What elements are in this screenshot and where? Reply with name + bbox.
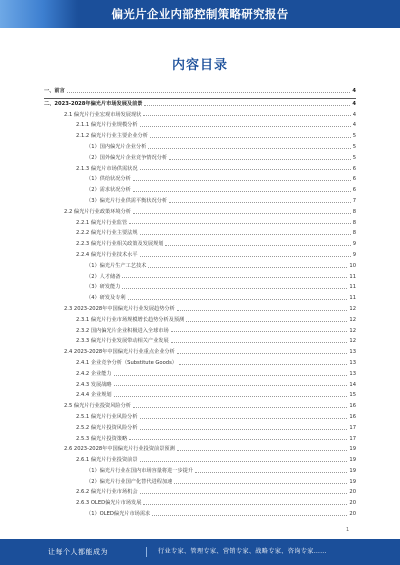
toc-entry[interactable] (44, 380, 356, 391)
toc-entry[interactable] (44, 358, 356, 369)
toc-leader-dots (140, 461, 348, 462)
toc-entry-page: 12 (349, 316, 356, 323)
toc-leader-dots (144, 105, 350, 106)
toc-entry[interactable] (44, 326, 356, 337)
toc-entry-page: 5 (352, 143, 356, 150)
toc-entry-page: 8 (352, 208, 356, 215)
footer-divider (146, 547, 147, 557)
toc-entry[interactable] (44, 239, 356, 250)
toc-entry-page: 20 (349, 489, 356, 496)
toc-entry[interactable] (44, 272, 356, 283)
toc-leader-dots (140, 429, 348, 430)
toc-entry-page: 4 (352, 88, 356, 94)
toc-entry-label: 2.1.3 偏光片市场供需状况 (76, 165, 138, 172)
table-of-contents (44, 86, 356, 520)
toc-leader-dots (143, 504, 347, 505)
toc-entry-page: 12 (349, 305, 356, 312)
toc-entry-page: 20 (349, 500, 356, 507)
toc-leader-dots (169, 159, 351, 160)
toc-entry-label: 一、前言 (44, 88, 65, 94)
toc-entry[interactable] (44, 444, 356, 455)
toc-leader-dots (140, 256, 351, 257)
toc-entry[interactable] (44, 434, 356, 445)
toc-entry-label: 2.1 偏光片行业宏观市场发展现状 (64, 111, 142, 118)
toc-leader-dots (129, 439, 347, 440)
toc-leader-dots (129, 223, 351, 224)
report-title: 偏光片企业内部控制策略研究报告 (111, 7, 289, 21)
toc-leader-dots (177, 450, 348, 451)
toc-leader-dots (150, 137, 351, 138)
toc-entry-label: （3）研发能力 (86, 284, 121, 291)
toc-leader-dots (114, 375, 348, 376)
toc-leader-dots (133, 191, 351, 192)
toc-entry-label: 2.5 偏光片行业投资风险分析 (64, 403, 131, 410)
toc-leader-dots (140, 234, 351, 235)
toc-leader-dots (169, 202, 351, 203)
toc-entry-label: 2.4 2023-2028年中国偏光片行业重点企业分析 (64, 349, 175, 356)
toc-entry-page: 14 (349, 381, 356, 388)
toc-leader-dots (171, 342, 348, 343)
toc-entry-label: 2.4.2 企业能力 (76, 370, 112, 377)
toc-entry-label: （2）偏光片行业国产化替代进程加速 (86, 478, 173, 485)
toc-entry-label: 二、2023-2028年偏光片市场发展及前景 (44, 100, 143, 107)
toc-entry[interactable] (44, 293, 356, 304)
toc-entry[interactable] (44, 498, 356, 509)
toc-leader-dots (140, 418, 348, 419)
toc-entry-label: 2.1.2 偏光片行业主要企业分析 (76, 133, 148, 140)
toc-entry-label: 2.2.3 偏光片行业相关政策及发展规划 (76, 241, 164, 248)
toc-entry-page: 11 (349, 284, 356, 291)
toc-leader-dots (179, 364, 347, 365)
toc-entry-page: 19 (349, 457, 356, 464)
toc-entry-page: 6 (352, 187, 356, 194)
toc-entry-page: 4 (352, 100, 356, 107)
toc-leader-dots (195, 472, 347, 473)
toc-leader-dots (133, 180, 351, 181)
toc-entry-page: 10 (349, 262, 356, 269)
toc-entry[interactable] (44, 282, 356, 293)
toc-entry[interactable] (44, 369, 356, 380)
toc-entry-label: 2.2 偏光片行业政策环境分析 (64, 208, 131, 215)
toc-entry[interactable] (44, 261, 356, 272)
toc-entry-page: 11 (349, 295, 356, 302)
toc-entry[interactable] (44, 509, 356, 520)
toc-entry-label: 2.6.2 偏光片行业市场机会 (76, 489, 138, 496)
toc-entry-page: 9 (352, 241, 356, 248)
toc-leader-dots (165, 245, 350, 246)
page-header (0, 0, 400, 28)
toc-entry-page: 17 (349, 435, 356, 442)
toc-entry-label: 2.3 2023-2028年中国偏光片行业发展趋势分析 (64, 305, 175, 312)
toc-entry-page: 13 (349, 349, 356, 356)
toc-entry[interactable] (44, 423, 356, 434)
toc-leader-dots (171, 331, 348, 332)
toc-entry-label: 2.5.2 偏光片投资风险分析 (76, 424, 138, 431)
toc-leader-dots (114, 385, 348, 386)
toc-entry[interactable] (44, 174, 356, 185)
toc-entry-page: 9 (352, 251, 356, 258)
toc-entry-page: 19 (349, 478, 356, 485)
toc-entry[interactable] (44, 336, 356, 347)
toc-entry[interactable] (44, 315, 356, 326)
toc-entry[interactable] (44, 455, 356, 466)
toc-entry-label: （1）OLED偏光片市场需求 (86, 511, 151, 518)
toc-entry-page: 5 (352, 154, 356, 161)
toc-entry-page: 16 (349, 403, 356, 410)
toc-entry[interactable] (44, 390, 356, 401)
toc-entry-label: 2.6.1 偏光片行业投资前景 (76, 457, 138, 464)
toc-entry-label: （4）研发及专利 (86, 295, 126, 302)
toc-entry[interactable] (44, 185, 356, 196)
toc-entry[interactable] (44, 250, 356, 261)
toc-entry-page: 12 (349, 327, 356, 334)
toc-entry-label: 2.5.1 偏光片行业风险分析 (76, 413, 138, 420)
toc-entry-page: 15 (349, 392, 356, 399)
toc-entry-label: （1）偏光片行业在国内市场容量将进一步提升 (86, 467, 194, 474)
toc-leader-dots (143, 115, 350, 116)
toc-entry-label: 2.3.3 偏光片行业发展带动相关产业发展 (76, 338, 169, 345)
toc-entry[interactable] (44, 412, 356, 423)
toc-entry-label: （2）人才储备 (86, 273, 121, 280)
toc-entry-page: 12 (349, 338, 356, 345)
toc-entry-page: 4 (352, 111, 356, 118)
toc-entry[interactable] (44, 228, 356, 239)
toc-leader-dots (122, 277, 347, 278)
toc-entry-label: 2.4.3 发展战略 (76, 381, 112, 388)
toc-entry-label: （1）国内偏光片企业分析 (86, 143, 147, 150)
toc-leader-dots (174, 483, 347, 484)
toc-entry-page: 20 (349, 511, 356, 518)
toc-leader-dots (152, 515, 347, 516)
toc-entry-page: 6 (352, 165, 356, 172)
toc-entry-label: （1）供给状况分析 (86, 176, 131, 183)
toc-entry-label: 2.3.2 国内偏光片企业积极进入全球市场 (76, 327, 169, 334)
toc-entry[interactable] (44, 86, 356, 97)
toc-entry-page: 17 (349, 424, 356, 431)
toc-entry-page: 19 (349, 467, 356, 474)
footer-tagline: 行业专家、管理专家、营销专家、战略专家、咨询专家…… (158, 548, 327, 555)
toc-entry[interactable] (44, 218, 356, 229)
toc-entry-label: 2.4.4 企业规划 (76, 392, 112, 399)
toc-entry[interactable] (44, 401, 356, 412)
toc-entry[interactable] (44, 466, 356, 477)
toc-entry-label: 2.1.1 偏光片行业规模分析 (76, 122, 138, 129)
toc-entry-page: 8 (352, 230, 356, 237)
toc-leader-dots (140, 126, 351, 127)
toc-entry[interactable] (44, 164, 356, 175)
footer-slogan: 让每个人都能成为 (48, 548, 108, 556)
toc-entry-label: 2.2.4 偏光片行业技术水平 (76, 251, 138, 258)
toc-entry-label: 2.6.3 OLED偏光片市场发展 (76, 500, 142, 507)
toc-entry[interactable] (44, 477, 356, 488)
toc-entry-page: 8 (352, 219, 356, 226)
toc-entry-label: 2.2.2 偏光片行业主要法规 (76, 230, 138, 237)
toc-entry-label: 2.6 2023-2028年中国偏光片行业投资前景预测 (64, 446, 175, 453)
toc-entry-label: （2）需求状况分析 (86, 187, 131, 194)
toc-entry-label: 2.2.1 偏光片行业监管 (76, 219, 128, 226)
toc-entry[interactable] (44, 99, 356, 110)
toc-entry[interactable] (44, 207, 356, 218)
toc-entry-page: 5 (352, 133, 356, 140)
toc-entry[interactable] (44, 120, 356, 131)
toc-entry[interactable] (44, 196, 356, 207)
toc-entry-label: （3）偏光片行业供需平衡状况分析 (86, 197, 168, 204)
toc-leader-dots (186, 321, 347, 322)
toc-entry-page: 7 (352, 197, 356, 204)
toc-leader-dots (114, 396, 348, 397)
toc-entry[interactable] (44, 153, 356, 164)
toc-leader-dots (122, 288, 347, 289)
toc-leader-dots (148, 148, 350, 149)
toc-entry[interactable] (44, 142, 356, 153)
toc-leader-dots (133, 407, 347, 408)
toc-leader-dots (177, 310, 348, 311)
toc-entry[interactable] (44, 487, 356, 498)
toc-entry[interactable] (44, 131, 356, 142)
toc-entry[interactable] (44, 304, 356, 315)
toc-entry-label: 2.4.1 企业竞争分析（Substitute Goods） (76, 359, 177, 366)
page-number: 1 (346, 527, 350, 533)
toc-leader-dots (67, 92, 351, 93)
toc-entry-page: 19 (349, 446, 356, 453)
toc-entry-page: 13 (349, 359, 356, 366)
toc-leader-dots (177, 353, 348, 354)
toc-entry-label: （2）国外偏光片企业竞争情况分析 (86, 154, 168, 161)
toc-entry-page: 11 (349, 273, 356, 280)
toc-leader-dots (148, 267, 347, 268)
toc-leader-dots (140, 169, 351, 170)
toc-leader-dots (133, 213, 351, 214)
toc-heading: 内容目录 (171, 58, 228, 73)
toc-entry[interactable] (44, 110, 356, 121)
toc-entry-page: 13 (349, 370, 356, 377)
page-footer (0, 539, 400, 565)
toc-entry-page: 16 (349, 413, 356, 420)
toc-entry-label: 2.3.1 偏光片行业市场规模增长趋势分析及预测 (76, 316, 185, 323)
toc-entry-page: 6 (352, 176, 356, 183)
toc-entry-label: 2.5.3 偏光片投资策略 (76, 435, 128, 442)
toc-entry[interactable] (44, 347, 356, 358)
toc-leader-dots (140, 493, 348, 494)
toc-entry-page: 4 (352, 122, 356, 129)
toc-entry-label: （1）偏光片生产工艺技术 (86, 262, 147, 269)
toc-leader-dots (128, 299, 348, 300)
